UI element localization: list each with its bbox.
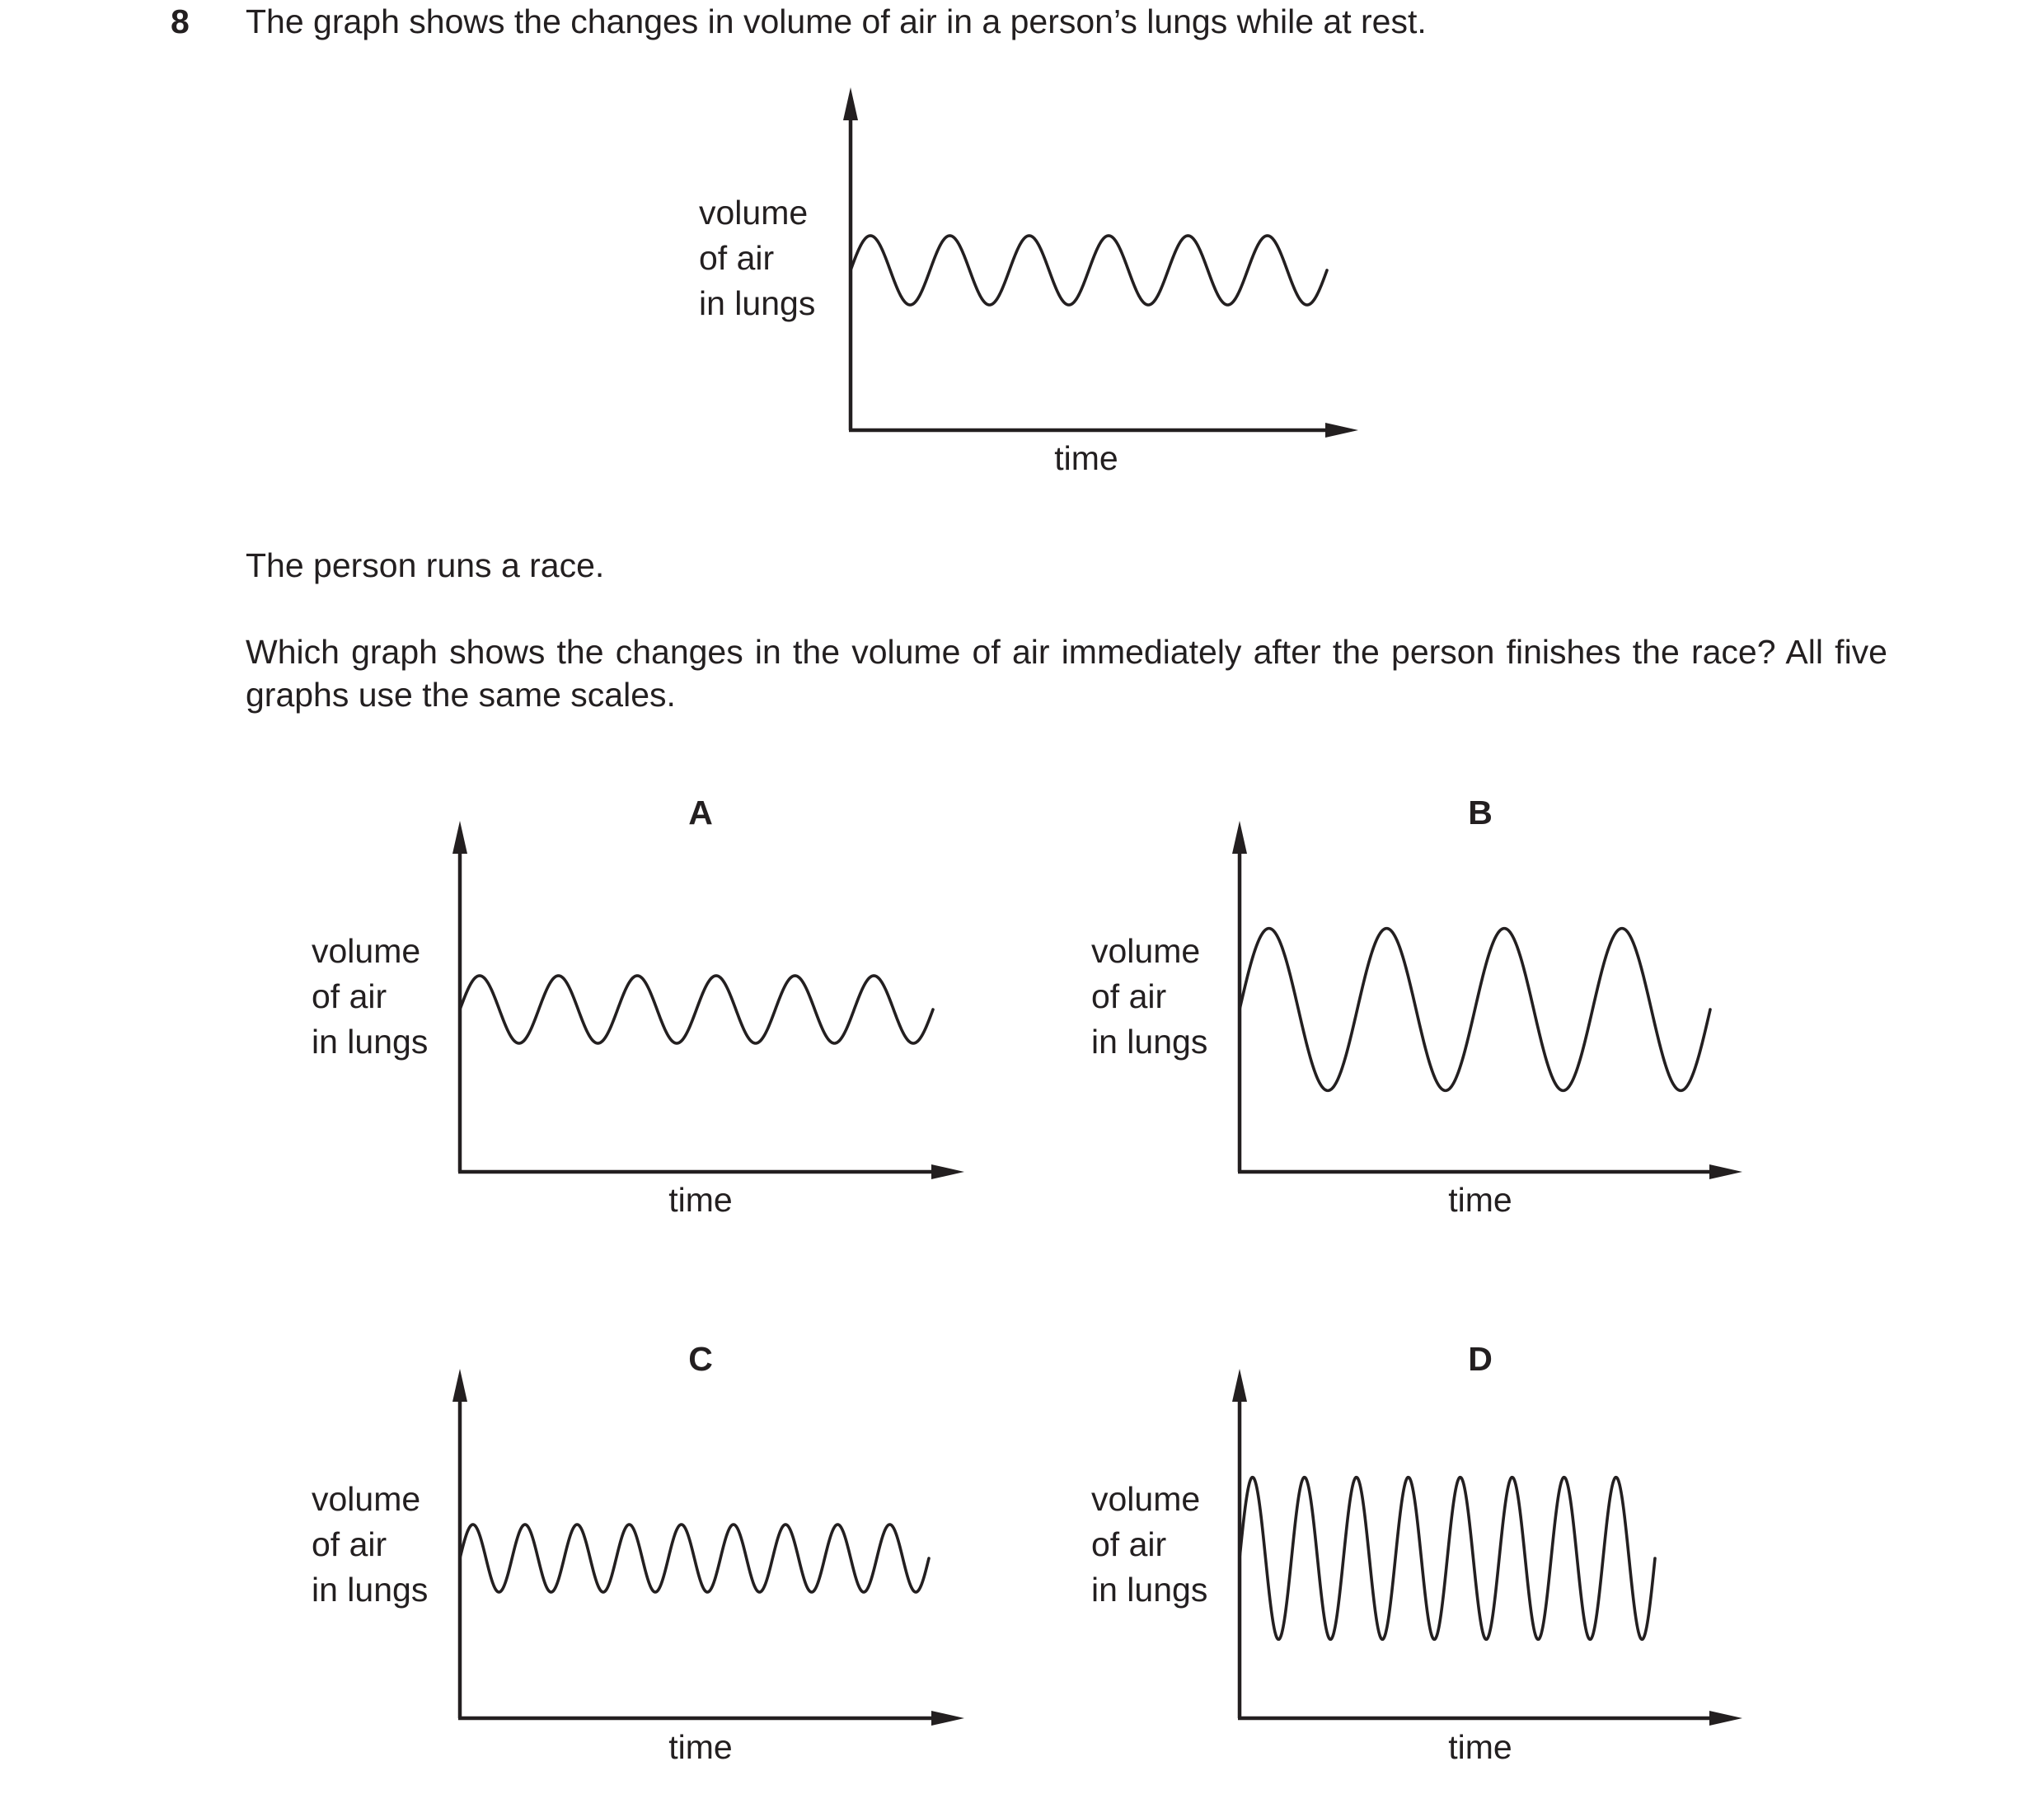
y-axis-arrowhead — [452, 1369, 467, 1402]
y-axis-label — [312, 932, 428, 1061]
y-axis-label-line: of air — [1091, 977, 1167, 1015]
option-label-d: D — [1468, 1340, 1493, 1378]
volume-curve — [1240, 929, 1710, 1091]
y-axis-label-line: volume — [699, 194, 809, 232]
graph-b — [1091, 794, 1742, 1219]
volume-curve — [851, 236, 1327, 305]
volume-curve — [460, 1525, 929, 1592]
x-axis-label: time — [1054, 439, 1118, 477]
y-axis-label — [312, 1480, 428, 1609]
x-axis-arrowhead — [931, 1711, 964, 1726]
graph-rest — [699, 87, 1358, 477]
question-context: The person runs a race. — [246, 546, 605, 584]
option-label-a: A — [688, 794, 713, 831]
graph-d — [1091, 1340, 1742, 1766]
graph-c — [312, 1340, 964, 1766]
x-axis-arrowhead — [931, 1164, 964, 1179]
option-label-b: B — [1468, 794, 1493, 831]
x-axis-label: time — [1448, 1728, 1512, 1766]
y-axis-arrowhead — [452, 821, 467, 854]
y-axis-label-line: of air — [312, 977, 387, 1015]
question-number: 8 — [171, 2, 190, 40]
y-axis-arrowhead — [1232, 821, 1247, 854]
question-prompt: Which graph shows the changes in the volume of air immediately after the person finishes the race? All five graphs use the same scales. — [246, 633, 1887, 714]
y-axis-label — [699, 194, 815, 322]
y-axis-label-line: volume — [1091, 1480, 1201, 1518]
x-axis-arrowhead — [1325, 423, 1358, 438]
x-axis-label: time — [668, 1181, 733, 1219]
y-axis-label-line: volume — [312, 1480, 421, 1518]
y-axis-label-line: in lungs — [312, 1023, 429, 1061]
graph-a — [312, 794, 964, 1219]
x-axis-label: time — [668, 1728, 733, 1766]
y-axis-label — [1091, 932, 1207, 1061]
volume-curve — [460, 976, 933, 1043]
x-axis-arrowhead — [1709, 1164, 1742, 1179]
y-axis-label — [1091, 1480, 1207, 1609]
y-axis-arrowhead — [843, 87, 858, 120]
y-axis-label-line: of air — [699, 239, 775, 277]
volume-curve — [1240, 1478, 1655, 1640]
y-axis-label-line: volume — [1091, 932, 1201, 970]
y-axis-arrowhead — [1232, 1369, 1247, 1402]
y-axis-label-line: in lungs — [1091, 1571, 1208, 1609]
x-axis-arrowhead — [1709, 1711, 1742, 1726]
y-axis-label-line: in lungs — [312, 1571, 429, 1609]
y-axis-label-line: in lungs — [699, 284, 816, 322]
x-axis-label: time — [1448, 1181, 1512, 1219]
y-axis-label-line: in lungs — [1091, 1023, 1208, 1061]
option-label-c: C — [688, 1340, 713, 1378]
question-stem: The graph shows the changes in volume of air in a person’s lungs while at rest. — [246, 2, 1427, 40]
y-axis-label-line: of air — [312, 1525, 387, 1563]
y-axis-label-line: volume — [312, 932, 421, 970]
y-axis-label-line: of air — [1091, 1525, 1167, 1563]
